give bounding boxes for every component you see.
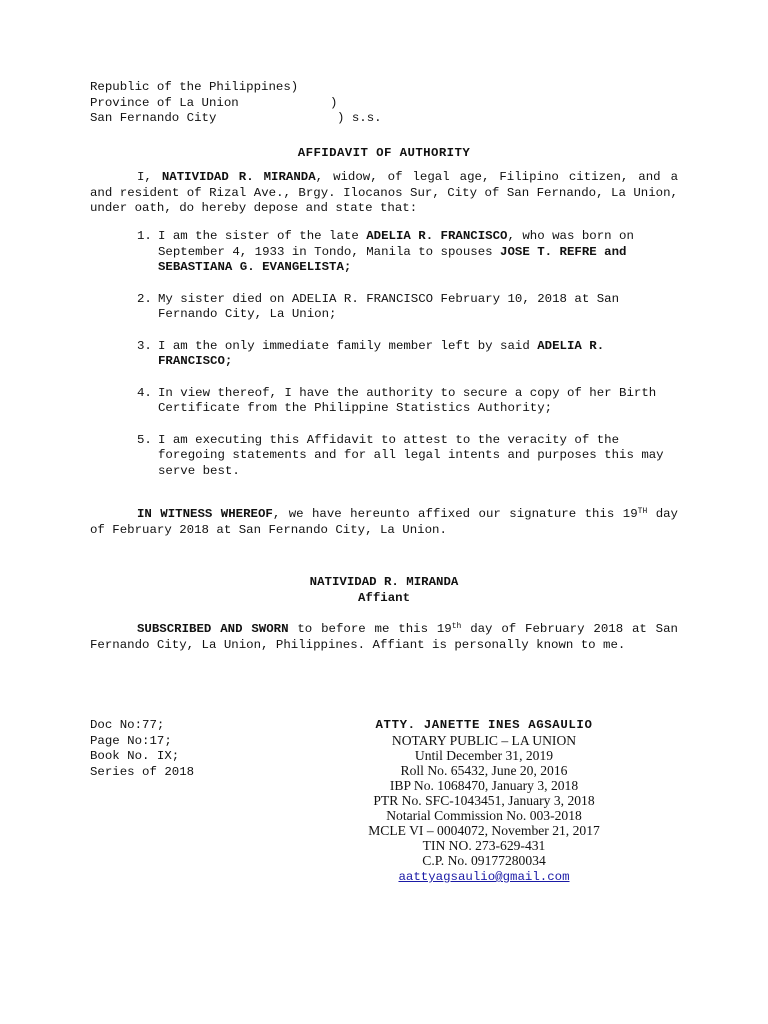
notary-email-link[interactable]: aattyagsaulio@gmail.com: [398, 870, 570, 884]
notary-line: PTR No. SFC-1043451, January 3, 2018: [373, 793, 595, 808]
notary-name: ATTY. JANETTE INES AGSAULIO: [375, 718, 593, 732]
venue-city-ss: ) s.s.: [337, 111, 382, 125]
witness-paragraph: [90, 507, 678, 538]
statement-number: 5.: [137, 432, 152, 447]
statement-number: 4.: [137, 385, 152, 400]
intro-affiant-name: NATIVIDAD R. MIRANDA: [161, 170, 316, 184]
venue-line-province: [90, 95, 338, 112]
statement-list: [90, 229, 678, 495]
intro-post: , widow, of legal age, Filipino citizen, and a and resident of Rizal Ave., Brgy. Ilocanos Sur, City of San Fernando, La Union, under oath, do hereby depose and state that:: [90, 170, 679, 215]
affiant-label: Affiant: [357, 590, 411, 605]
statement-item-5: [90, 433, 678, 480]
venue-province-paren: ): [330, 95, 338, 110]
statement-text: I am the sister of the late: [158, 229, 367, 243]
statement-number: 1.: [137, 229, 152, 243]
notary-line: C.P. No. 09177280034: [422, 853, 546, 868]
notary-line: NOTARY PUBLIC – LA UNION: [391, 733, 577, 748]
statement-text: In view thereof, I have the authority to secure a copy of her Birth Certificate from the Philippine Statistics Authority;: [158, 385, 657, 415]
document-title: AFFIDAVIT OF AUTHORITY: [297, 146, 471, 160]
statement-item-3: [90, 339, 678, 370]
venue-province-text: Province of La Union: [90, 95, 239, 110]
doc-number: Doc No:77;: [90, 718, 165, 732]
series-year: Series of 2018: [90, 764, 195, 779]
intro-paragraph: [90, 170, 678, 217]
notary-line: MCLE VI – 0004072, November 21, 2017: [368, 823, 600, 838]
affiant-signature-block: [0, 575, 768, 606]
statement-number: 2.: [137, 291, 152, 306]
witness-text: , we have hereunto affixed our signature this 19: [272, 507, 638, 521]
witness-superscript: TH: [637, 507, 648, 516]
notary-line: Notarial Commission No. 003-2018: [386, 808, 582, 823]
affiant-name: NATIVIDAD R. MIRANDA: [309, 575, 459, 589]
jurat-text-end: day of February 2018 at San Fernando City, La Union, Philippines. Affiant is personally known to me.: [90, 622, 678, 652]
statement-bold: ADELIA R. FRANCISCO;: [158, 338, 605, 368]
jurat-superscript: th: [451, 622, 462, 631]
statement-text: , who was born on September 4, 1933 in Tondo, Manila to spouses: [158, 229, 634, 259]
notary-line: TIN NO. 273-629-431: [422, 838, 546, 853]
witness-bold: IN WITNESS WHEREOF: [137, 507, 273, 521]
jurat-paragraph: [90, 622, 678, 653]
statement-bold: ADELIA R. FRANCISCO: [366, 229, 508, 243]
notary-block: [300, 718, 668, 885]
statement-text: I am the only immediate family member left by said: [158, 338, 538, 353]
jurat-text: to before me this 19: [288, 622, 452, 636]
witness-text-end: day of February 2018 at San Fernando City, La Union.: [90, 507, 678, 537]
statement-item-1: [90, 229, 678, 276]
statement-item-2: [90, 292, 678, 323]
statement-item-4: [90, 386, 678, 417]
page-number: Page No:17;: [90, 733, 172, 748]
statement-text: I am executing this Affidavit to attest to the veracity of the foregoing statements and for all legal intents and purposes this may serve best.: [158, 432, 664, 478]
jurat-bold: SUBSCRIBED AND SWORN: [137, 622, 289, 636]
notary-line: IBP No. 1068470, January 3, 2018: [389, 778, 579, 793]
statement-bold: JOSE T. REFRE and SEBASTIANA G. EVANGELISTA;: [158, 244, 627, 274]
notarial-register-block: [90, 718, 194, 780]
venue-city-text: San Fernando City: [90, 111, 217, 125]
notary-line: Until December 31, 2019: [414, 748, 554, 763]
notary-line: Roll No. 65432, June 20, 2016: [400, 763, 568, 778]
venue-republic-text: Republic of the Philippines): [90, 80, 299, 94]
venue-line-city: [90, 111, 382, 127]
book-number: Book No. IX;: [90, 749, 180, 763]
statement-text: My sister died on ADELIA R. FRANCISCO February 10, 2018 at San Fernando City, La Union;: [158, 291, 620, 321]
intro-pre: I,: [137, 170, 162, 184]
venue-block: [90, 80, 382, 127]
statement-number: 3.: [137, 338, 152, 353]
venue-line-republic: [90, 80, 298, 96]
